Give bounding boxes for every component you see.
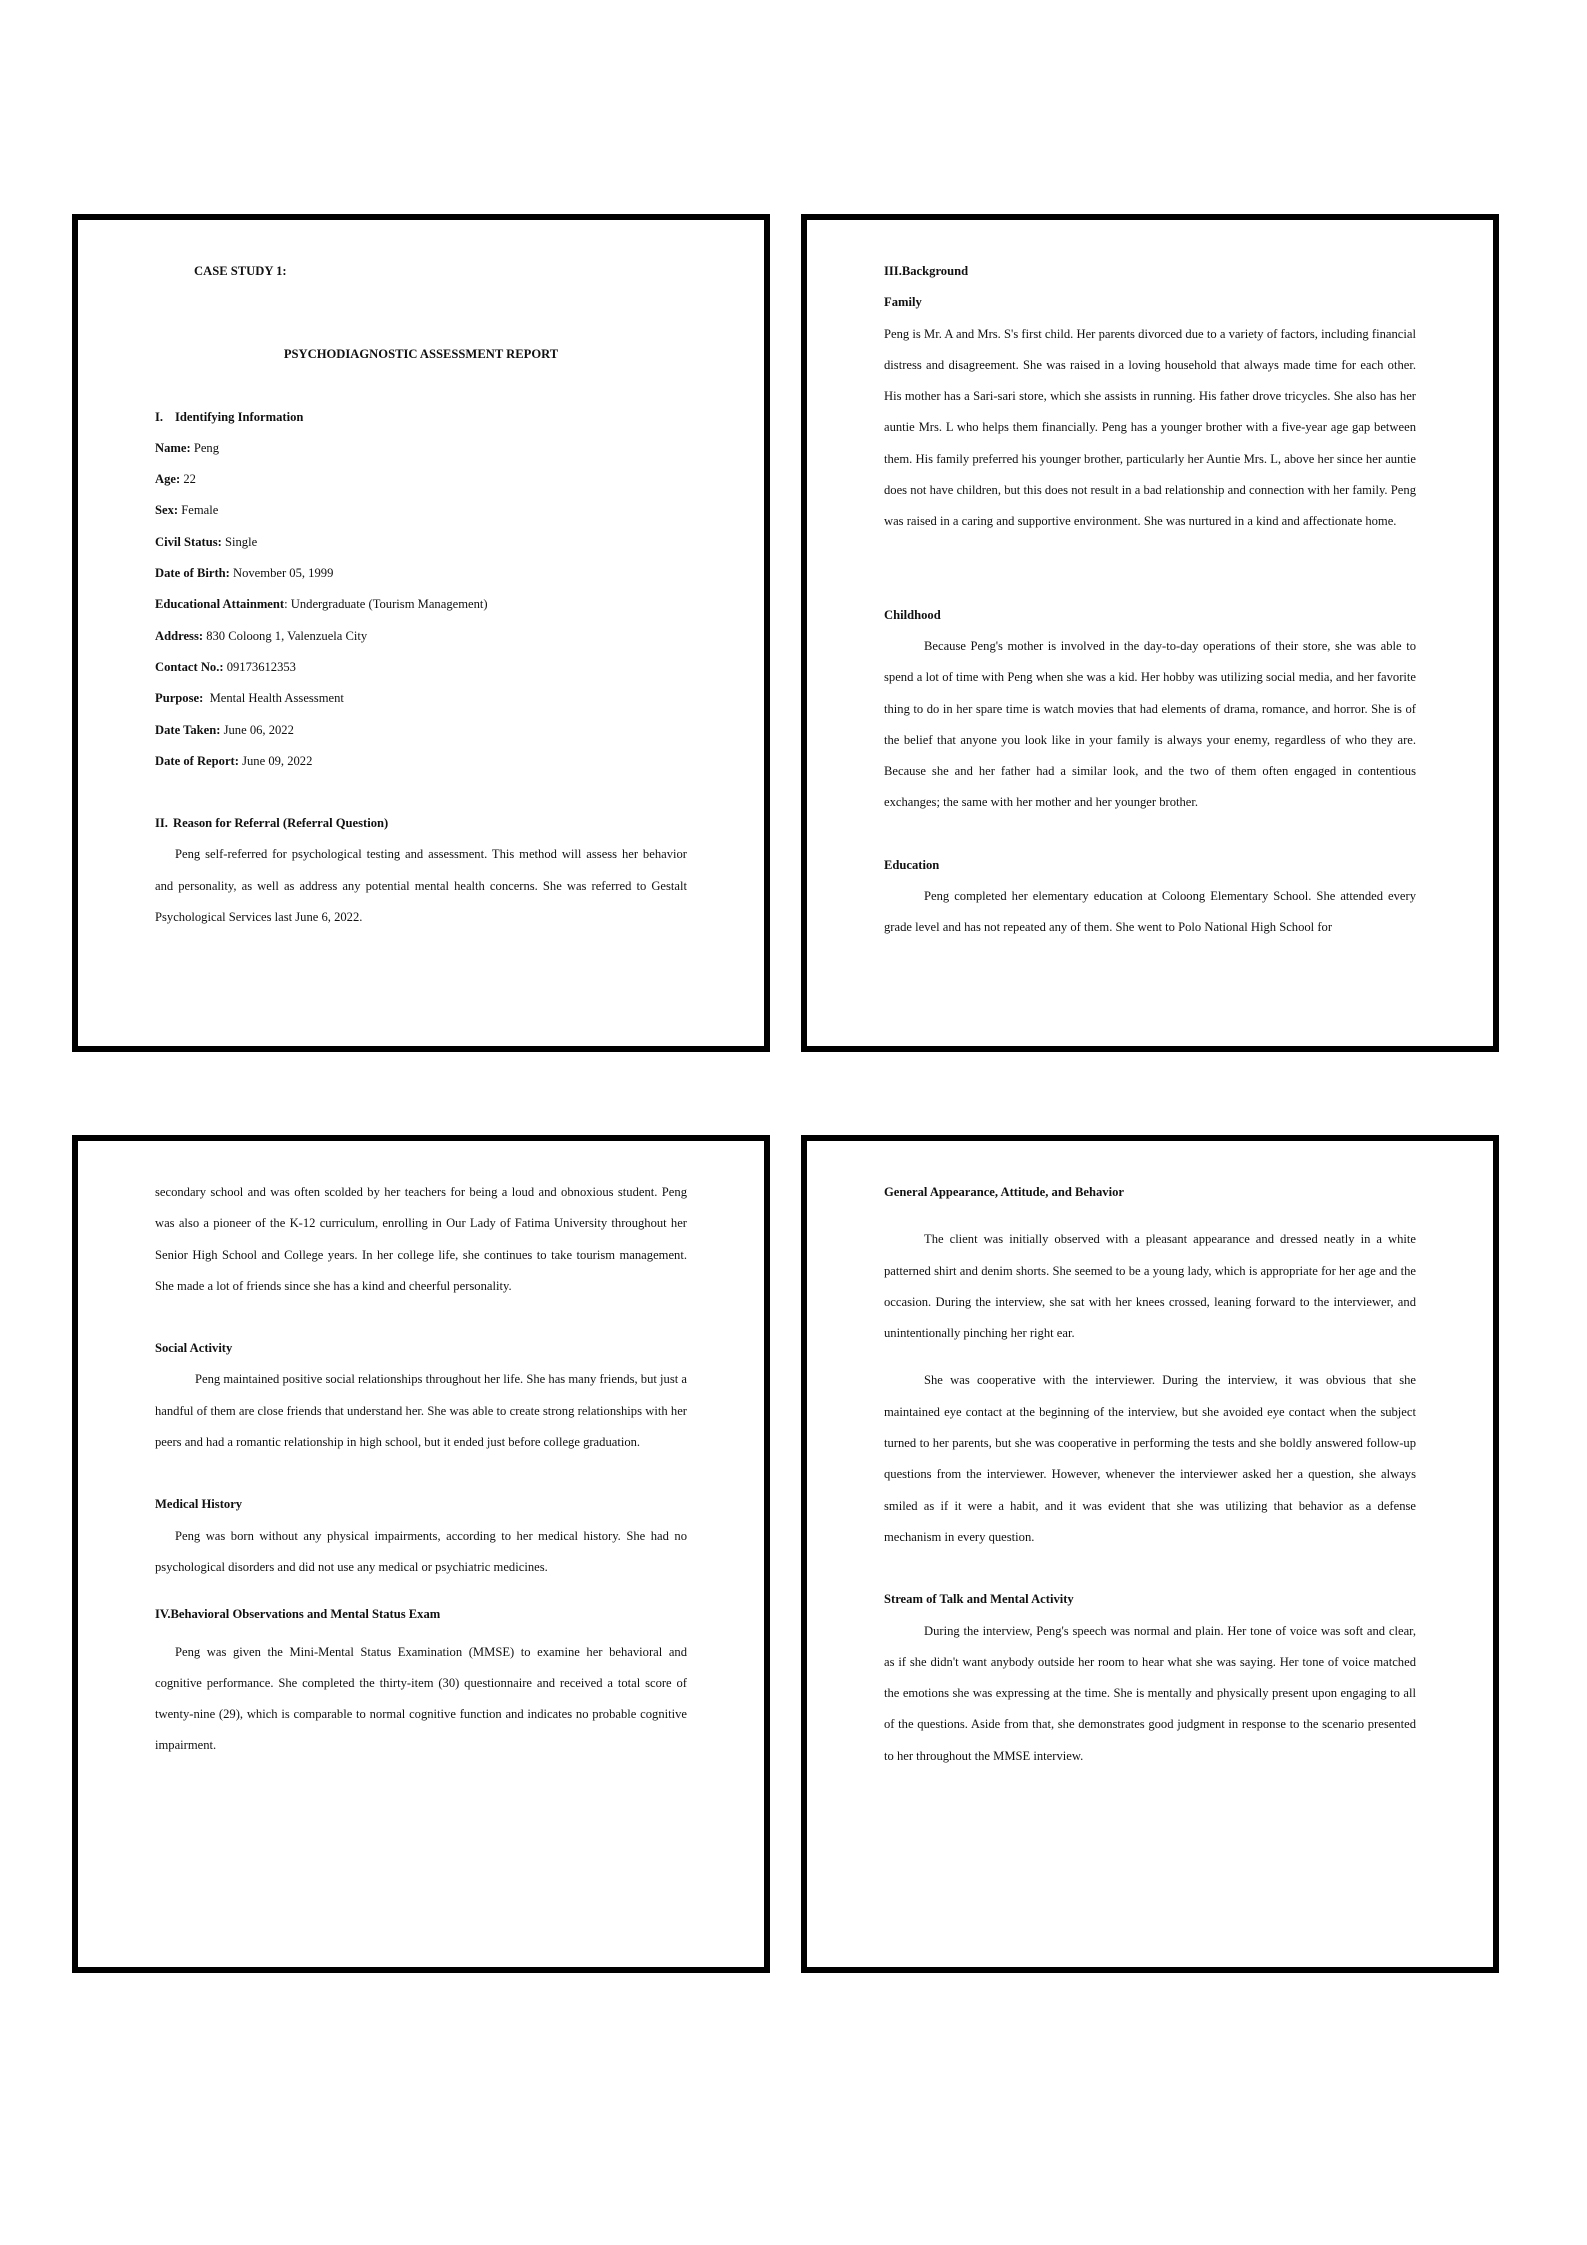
- field-date-of-birth: Date of Birth: November 05, 1999: [155, 566, 334, 581]
- field-name: Name: Peng: [155, 440, 220, 455]
- field-contact-no: Contact No.: 09173612353: [155, 659, 296, 674]
- document-page-4: [801, 1135, 1499, 1973]
- section-behavioral-observations: [155, 1599, 687, 1630]
- section-number: III.: [884, 264, 902, 278]
- referral-paragraph: Peng self-referred for psychological testing and assessment. This method will assess her behavior and personality, as well as address any potential mental health concerns. She was referred to Gestalt Psychological Services last June 6, 2022.: [155, 847, 687, 925]
- section-number: II.: [155, 816, 168, 831]
- document-page-3: [72, 1135, 770, 1973]
- section-background: [884, 256, 1416, 287]
- case-study-title: CASE STUDY 1:: [194, 264, 287, 278]
- education-continued-paragraph: secondary school and was often scolded by her teachers for being a loud and obnoxious student. Peng was also a pioneer of the K-12 curriculum, enrolling in Our Lady of Fatima University throughout her Senior High School and College years. In her college life, she continues to take tourism management. She made a lot of friends since she has a kind and cheerful personality.: [155, 1185, 687, 1293]
- stream-of-talk-heading: Stream of Talk and Mental Activity: [884, 1592, 1074, 1607]
- field-civil-status: Civil Status: Single: [155, 534, 258, 549]
- social-activity-heading: Social Activity: [155, 1341, 233, 1356]
- stream-of-talk-paragraph: During the interview, Peng's speech was normal and plain. Her tone of voice was soft and clear, as if she didn't want anybody outside her room to hear what she was saying. Her tone of voice matched the emotions she was expressing at the time. She is mentally and physically present upon engaging to all of the questions. Aside from that, she demonstrates good judgment in response to the scenario presented to her throughout the MMSE interview.: [884, 1623, 1416, 1763]
- medical-history-heading: Medical History: [155, 1497, 243, 1512]
- document-page-2: [801, 214, 1499, 1052]
- family-heading: Family: [884, 295, 922, 310]
- education-paragraph: Peng completed her elementary education at Coloong Elementary School. She attended every grade level and has not repeated any of them. She went to Polo National High School for: [884, 889, 1416, 935]
- section-number: I.: [155, 409, 164, 424]
- field-educational-attainment: Educational Attainment: Undergraduate (Tourism Management): [155, 597, 488, 612]
- field-sex: Sex: Female: [155, 503, 219, 518]
- social-activity-paragraph: Peng maintained positive social relationships throughout her life. She has many friends, but just a handful of them are close friends that understand her. She was able to create strong relationships with her peers and had a romantic relationship in high school, but it ended just before college graduation.: [155, 1372, 687, 1450]
- childhood-heading: Childhood: [884, 607, 941, 622]
- appearance-paragraph-2: She was cooperative with the interviewer. During the interview, it was obvious that she maintained eye contact at the beginning of the interview, but she avoided eye contact when the subject turned to her parents, but she was cooperative in performing the tests and she boldly answered follow-up questions from the interviewer. However, whenever the interviewer asked her a question, she always smiled as if it were a habit, and it was evident that she was utilizing that behavior as a defense mechanism in every question.: [884, 1373, 1416, 1544]
- field-date-taken: Date Taken: June 06, 2022: [155, 722, 294, 737]
- page-3-content: [155, 1177, 687, 1762]
- appearance-heading: General Appearance, Attitude, and Behavior: [884, 1185, 1124, 1199]
- section-title: Reason for Referral (Referral Question): [173, 816, 389, 831]
- report-title: PSYCHODIAGNOSTIC ASSESSMENT REPORT: [283, 347, 559, 362]
- page-1-content: [155, 256, 687, 933]
- childhood-paragraph: Because Peng's mother is involved in the day-to-day operations of their store, she was able to spend a lot of time with Peng when she was a kid. Her hobby was utilizing social media, and her favorite thing to do in her spare time is watch movies that had elements of drama, romance, and horror. She is of the belief that anyone you look like in your family is always your enemy, regardless of who they are. Because she and her father had a similar look, and the two of them often engaged in contentious exchanges; the same with her mother and her younger brother.: [884, 638, 1416, 810]
- page-4-content: [884, 1177, 1416, 1772]
- section-title: Identifying Information: [175, 409, 304, 424]
- appearance-paragraph-1: The client was initially observed with a pleasant appearance and dressed neatly in a white patterned shirt and denim shorts. She seemed to be a young lady, which is appropriate for her age and the occasion. During the interview, she sat with her knees crossed, leaning forward to the interviewer, and unintentionally pinching her right ear.: [884, 1232, 1416, 1341]
- section-identifying-information: [155, 402, 687, 433]
- document-page-1: [72, 214, 770, 1052]
- section-reason-for-referral: [155, 808, 687, 839]
- section-title: Background: [901, 264, 969, 278]
- field-address: Address: 830 Coloong 1, Valenzuela City: [155, 628, 368, 643]
- family-paragraph: Peng is Mr. A and Mrs. S's first child. Her parents divorced due to a variety of factors, including financial distress and disagreement. She was raised in a loving household that always made time for each other. His mother has a Sari-sari store, which she assists in running. His father drove tricycles. She also has her auntie Mrs. L who helps them financially. Peng has a younger brother with a five-year age gap between them. His family preferred his younger brother, particularly her Auntie Mrs. L, above her since her auntie does not have children, but this does not result in a bad relationship and connection with her family. Peng was raised in a caring and supportive environment. She was nurtured in a kind and affectionate home.: [884, 326, 1416, 529]
- section-number: IV.: [155, 1607, 171, 1622]
- page-2-content: [884, 256, 1416, 944]
- field-purpose: Purpose: Mental Health Assessment: [155, 691, 344, 706]
- medical-history-paragraph: Peng was born without any physical impairments, according to her medical history. She had no psychological disorders and did not use any medical or psychiatric medicines.: [155, 1528, 687, 1574]
- field-age: Age: 22: [155, 472, 196, 487]
- education-heading: Education: [884, 857, 940, 872]
- section-title: Behavioral Observations and Mental Status Exam: [170, 1607, 441, 1622]
- mmse-paragraph: Peng was given the Mini-Mental Status Examination (MMSE) to examine her behavioral and cognitive performance. She completed the thirty-item (30) questionnaire and received a total score of twenty-nine (29), which is comparable to normal cognitive function and indicates no probable cognitive impairment.: [155, 1644, 687, 1753]
- field-date-of-report: Date of Report: June 09, 2022: [155, 753, 313, 768]
